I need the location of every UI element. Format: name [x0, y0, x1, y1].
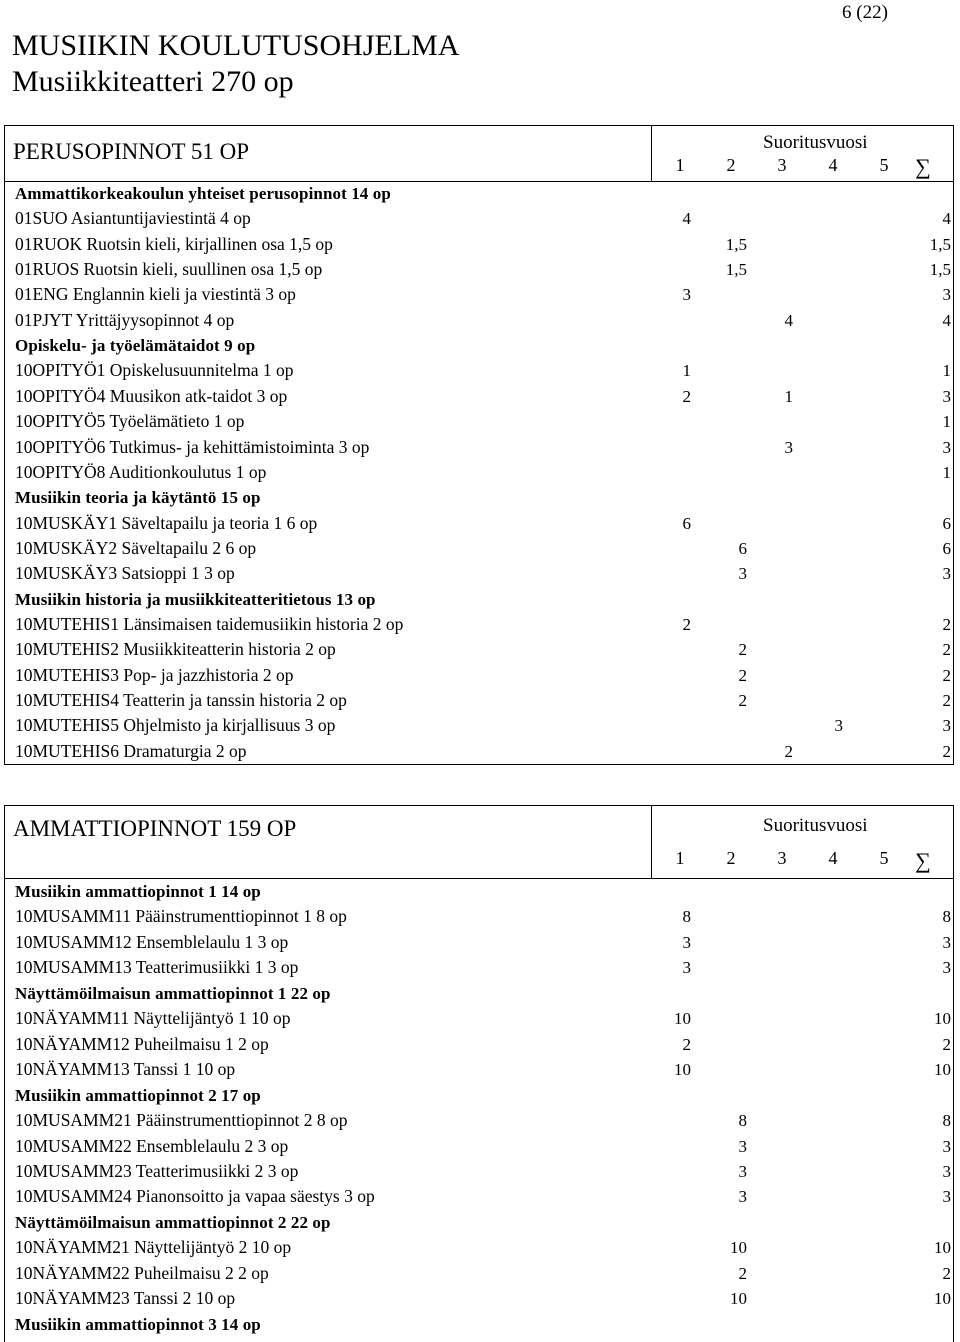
course-row: [5, 1108, 951, 1133]
course-row: [5, 955, 951, 980]
course-label: 10NÄYAMM13 Tanssi 1 10 op: [15, 1059, 236, 1080]
year-2-cell: 2: [738, 665, 747, 685]
course-label: 10MUSAMM21 Pääinstrumenttiopinnot 2 8 op: [15, 1110, 348, 1131]
course-label: 01RUOS Ruotsin kieli, suullinen osa 1,5 op: [15, 259, 323, 280]
course-label: 01SUO Asiantuntijaviestintä 4 op: [15, 208, 251, 229]
course-row: [5, 1235, 951, 1260]
course-row: [5, 1032, 951, 1057]
year-1-cell: 3: [682, 958, 691, 978]
course-row: [5, 282, 951, 307]
course-label: 01ENG Englannin kieli ja viestintä 3 op: [15, 284, 296, 305]
year-2-cell: 2: [738, 691, 747, 710]
sum-cell: 1: [942, 361, 951, 381]
page-subtitle: Musiikkiteatteri 270 op: [12, 65, 294, 98]
sum-cell: 4: [942, 209, 951, 229]
course-row: [5, 1184, 951, 1209]
course-row: [5, 739, 951, 764]
year-1-cell: 10: [674, 1060, 691, 1080]
group-heading-row: [5, 1312, 951, 1337]
sum-cell: 2: [942, 640, 951, 660]
sum-cell: 3: [942, 437, 951, 457]
sum-cell: 2: [942, 1263, 951, 1283]
course-label: 10MUSAMM13 Teatterimusiikki 1 3 op: [15, 957, 299, 978]
course-label: 10MUSAMM12 Ensemblelaulu 1 3 op: [15, 931, 289, 952]
group-heading: Näyttämöilmaisun ammattiopinnot 2 22 op: [15, 1212, 331, 1232]
course-row: [5, 713, 951, 738]
course-row: [5, 663, 951, 688]
course-label: 10MUSAMM11 Pääinstrumenttiopinnot 1 8 op: [15, 906, 347, 927]
course-row: [5, 511, 951, 536]
sum-cell: 3: [942, 716, 951, 736]
course-label: 10MUSAMM22 Ensemblelaulu 2 3 op: [15, 1135, 289, 1156]
year-1-header: 1: [675, 155, 685, 175]
year-1-cell: 3: [682, 932, 691, 952]
sum-cell: 3: [942, 1161, 951, 1181]
course-label: 10MUSAMM23 Teatterimusiikki 2 3 op: [15, 1160, 299, 1181]
year-2-cell: 1,5: [725, 234, 747, 254]
group-heading: Ammattikorkeakoulun yhteiset perusopinnot 14 op: [15, 184, 391, 203]
course-label: 10NÄYAMM23 Tanssi 2 10 op: [15, 1288, 236, 1309]
group-heading: Musiikin ammattiopinnot 1 14 op: [15, 882, 261, 901]
ammattiopinnot-table: [4, 805, 954, 1342]
sum-cell: 2: [942, 665, 951, 685]
course-label: 10OPITYÖ1 Opiskelusuunnitelma 1 op: [15, 360, 294, 381]
course-row: [5, 688, 951, 713]
course-label: 10MUSKÄY2 Säveltapailu 2 6 op: [15, 537, 257, 558]
course-row: [5, 536, 951, 561]
sum-cell: 1,5: [929, 234, 951, 254]
sum-header: ∑: [915, 154, 931, 179]
course-row: [5, 930, 951, 955]
course-row: [5, 358, 951, 383]
course-label: 10MUTEHIS3 Pop- ja jazzhistoria 2 op: [15, 664, 294, 685]
group-heading: Musiikin ammattiopinnot 2 17 op: [15, 1085, 261, 1105]
year-2-cell: 6: [738, 538, 747, 558]
year-3-header: 3: [777, 155, 787, 175]
group-heading-row: [5, 181, 951, 206]
group-heading-row: [5, 879, 951, 904]
course-row: [5, 232, 951, 257]
year-2-cell: 3: [738, 1187, 747, 1207]
year-4-cell: 3: [834, 716, 843, 736]
section-heading: AMMATTIOPINNOT 159 OP: [13, 816, 297, 841]
year-3-cell: 4: [784, 310, 793, 330]
year-1-cell: 6: [682, 513, 691, 533]
course-label: 10MUSKÄY3 Satsioppi 1 3 op: [15, 563, 235, 584]
sum-cell: 3: [942, 1187, 951, 1207]
group-heading-row: [5, 981, 951, 1006]
year-2-cell: 10: [730, 1289, 747, 1309]
year-4-header: 4: [828, 848, 838, 868]
course-row: [5, 257, 951, 282]
sum-cell: 6: [942, 513, 951, 533]
group-heading: Näyttämöilmaisun ammattiopinnot 1 22 op: [15, 983, 331, 1003]
course-row: [5, 435, 951, 460]
perusopinnot-table: [4, 125, 954, 765]
group-heading: Musiikin ammattiopinnot 3 14 op: [15, 1314, 261, 1334]
year-4-header: 4: [828, 155, 838, 175]
course-row: [5, 1134, 951, 1159]
course-label: 10MUTEHIS4 Teatterin ja tanssin historia 2 op: [15, 690, 347, 710]
course-row: [5, 1159, 951, 1184]
sum-cell: 4: [942, 310, 951, 330]
group-heading: Musiikin teoria ja käytäntö 15 op: [15, 488, 261, 508]
year-2-cell: 2: [738, 1263, 747, 1283]
course-label: 01PJYT Yrittäjyysopinnot 4 op: [15, 309, 235, 330]
course-label: 10MUSAMM24 Pianonsoitto ja vapaa säestys 3 op: [15, 1186, 375, 1207]
year-1-cell: 2: [682, 386, 691, 406]
course-row: [5, 637, 951, 662]
year-2-cell: 1,5: [725, 260, 747, 280]
course-label: 10MUSKÄY1 Säveltapailu ja teoria 1 6 op: [15, 512, 318, 533]
sum-cell: 2: [942, 741, 951, 761]
sum-cell: 8: [942, 1111, 951, 1131]
sum-cell: 2: [942, 1034, 951, 1054]
year-1-header: 1: [675, 848, 685, 868]
sum-header: ∑: [915, 848, 931, 873]
course-row: [5, 460, 951, 485]
group-heading: Musiikin historia ja musiikkiteatteritietous 13 op: [15, 589, 376, 609]
sum-cell: 3: [942, 1136, 951, 1156]
course-row: [5, 561, 951, 586]
course-label: 10MUTEHIS2 Musiikkiteatterin historia 2 op: [15, 639, 336, 660]
sum-cell: 3: [942, 564, 951, 584]
sum-cell: 10: [934, 1238, 951, 1258]
year-1-cell: 2: [682, 614, 691, 634]
group-heading-row: [5, 1210, 951, 1235]
course-label: 10MUTEHIS6 Dramaturgia 2 op: [15, 740, 247, 761]
year-5-header: 5: [879, 155, 889, 175]
page-title: MUSIIKIN KOULUTUSOHJELMA: [12, 29, 460, 62]
course-row: [5, 1057, 951, 1082]
course-row: [5, 1286, 951, 1311]
course-label: 10NÄYAMM22 Puheilmaisu 2 2 op: [15, 1262, 269, 1283]
sum-cell: 3: [942, 285, 951, 305]
sum-cell: 1,5: [929, 260, 951, 280]
page-number: 6 (22): [842, 2, 888, 23]
course-row: [5, 612, 951, 637]
course-label: 01RUOK Ruotsin kieli, kirjallinen osa 1,5 op: [15, 233, 333, 254]
year-2-header: 2: [726, 848, 736, 868]
course-label: 10MUTEHIS1 Länsimaisen taidemusiikin historia 2 op: [15, 613, 404, 634]
sum-cell: 8: [942, 907, 951, 927]
year-1-cell: 2: [682, 1034, 691, 1054]
group-heading: Opiskelu- ja työelämätaidot 9 op: [15, 336, 256, 356]
sum-cell: 3: [942, 386, 951, 406]
year-5-header: 5: [879, 848, 889, 868]
year-2-cell: 10: [730, 1238, 747, 1258]
section-heading: PERUSOPINNOT 51 OP: [13, 139, 250, 164]
course-label: 10MUTEHIS5 Ohjelmisto ja kirjallisuus 3 op: [15, 715, 336, 736]
sum-cell: 1: [942, 412, 951, 432]
year-1-cell: 1: [682, 361, 691, 381]
year-2-cell: 2: [738, 640, 747, 660]
course-row: [5, 206, 951, 231]
course-row: [5, 904, 951, 929]
year-1-cell: 10: [674, 1009, 691, 1029]
year-columns-divider: [651, 126, 652, 181]
year-3-cell: 3: [784, 437, 793, 457]
sum-cell: 10: [934, 1060, 951, 1080]
course-row: [5, 409, 951, 434]
sum-cell: 1: [942, 462, 951, 482]
sum-cell: 10: [934, 1289, 951, 1309]
course-label: 10NÄYAMM21 Näyttelijäntyö 2 10 op: [15, 1237, 292, 1258]
sum-cell: 6: [942, 538, 951, 558]
group-heading-row: [5, 485, 951, 510]
course-label: 10NÄYAMM11 Näyttelijäntyö 1 10 op: [15, 1008, 291, 1029]
year-1-cell: 8: [682, 907, 691, 927]
course-row: [5, 384, 951, 409]
year-2-header: 2: [726, 155, 736, 175]
year-3-cell: 2: [784, 741, 793, 761]
sum-cell: 2: [942, 691, 951, 710]
year-1-cell: 4: [682, 209, 691, 229]
group-heading-row: [5, 1083, 951, 1108]
course-label: 10OPITYÖ5 Työelämätieto 1 op: [15, 411, 245, 432]
year-1-cell: 3: [682, 285, 691, 305]
course-label: 10OPITYÖ8 Auditionkoulutus 1 op: [15, 461, 267, 482]
course-label: 10OPITYÖ4 Muusikon atk-taidot 3 op: [15, 385, 288, 406]
suoritusvuosi-label: Suoritusvuosi: [763, 132, 868, 153]
sum-cell: 3: [942, 932, 951, 952]
sum-cell: 10: [934, 1009, 951, 1029]
year-2-cell: 8: [738, 1111, 747, 1131]
course-row: [5, 1006, 951, 1031]
year-3-header: 3: [777, 848, 787, 868]
year-2-cell: 3: [738, 564, 747, 584]
course-label: 10OPITYÖ6 Tutkimus- ja kehittämistoiminta 3 op: [15, 436, 370, 457]
course-row: [5, 308, 951, 333]
group-heading-row: [5, 587, 951, 612]
sum-cell: 3: [942, 958, 951, 978]
year-2-cell: 3: [738, 1161, 747, 1181]
year-columns-divider: [651, 806, 652, 878]
year-2-cell: 3: [738, 1136, 747, 1156]
sum-cell: 2: [942, 614, 951, 634]
year-3-cell: 1: [784, 386, 793, 406]
group-heading-row: [5, 333, 951, 358]
course-label: 10NÄYAMM12 Puheilmaisu 1 2 op: [15, 1033, 269, 1054]
suoritusvuosi-label: Suoritusvuosi: [763, 815, 868, 836]
course-row: [5, 1261, 951, 1286]
